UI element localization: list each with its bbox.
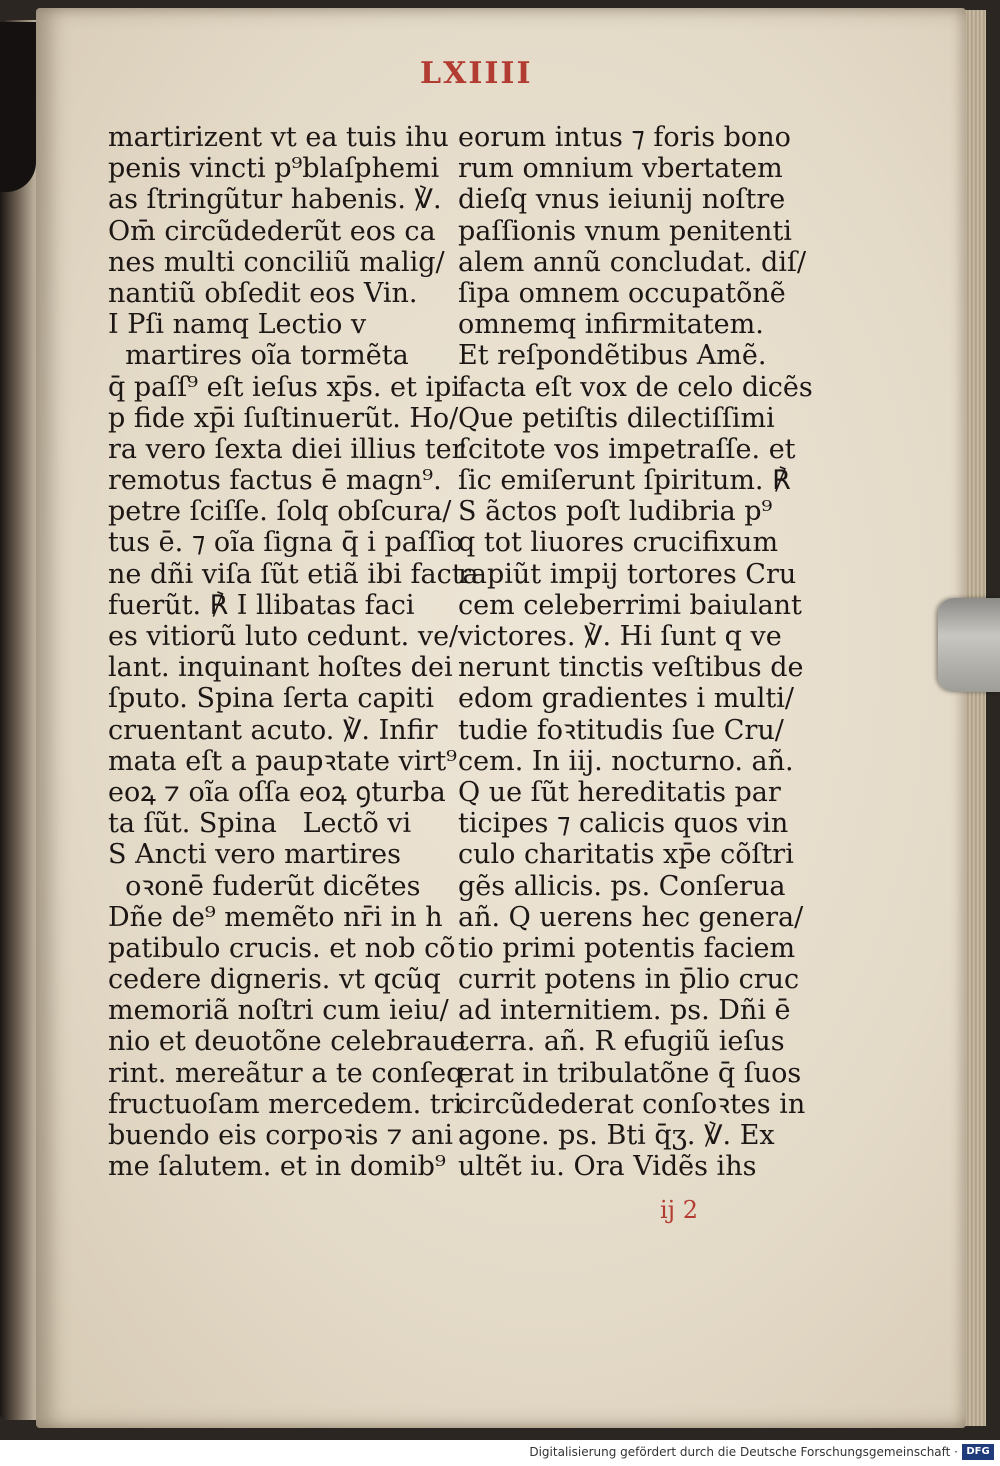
footer-credit: Digitalisierung gefördert durch die Deutsche Forschungsgemeinschaft · <box>529 1445 958 1459</box>
text-line: tudie foꝛtitudis ſue Cru/ <box>458 714 784 746</box>
text-line: omnemq infirmitatem. <box>458 309 764 341</box>
clasp <box>938 598 1000 692</box>
text-line: rint. mereãtur a te conſeq <box>108 1057 464 1089</box>
text-line: ſputo. Spina ſerta capiti <box>108 683 434 715</box>
text-line: nes multi conciliũ malig/ <box>108 246 445 278</box>
text-line: lant. inquinant hoſtes dei <box>108 652 453 684</box>
text-line: petre ſciſſe. ſolq obſcura/ <box>108 496 452 528</box>
text-line: cedere digneris. vt qcũq <box>108 964 441 996</box>
text-line: eorum intus ⁊ foris bono <box>458 122 791 153</box>
text-line: remotus factus ē magn⁹. <box>108 465 442 497</box>
text-line: ra vero ſexta diei illius ter <box>108 433 465 465</box>
text-line: gẽs allicis. ps. Conſerua <box>458 870 786 902</box>
text-line: ultẽt iu. Ora Vidẽs ihs <box>458 1151 757 1183</box>
text-line: Q ue ſũt hereditatis par <box>458 776 781 808</box>
text-line: ticipes ⁊ calicis quos vin <box>458 808 789 840</box>
text-line: paſſionis vnum penitenti <box>458 215 792 247</box>
text-line: ta ſũt. Spina Lectõ vi <box>108 808 412 840</box>
text-line: mata eſt a paupꝛtate virt⁹ <box>108 745 457 777</box>
right-text-column <box>458 122 813 1183</box>
text-line: es vitiorũ luto cedunt. ve/ <box>108 621 459 652</box>
text-line: fructuoſam mercedem. tri <box>108 1088 463 1120</box>
text-line: ne dñi viſa ſũt etiã ibi facta <box>108 558 479 590</box>
text-line: ſic emiſerunt ſpiritum. ℟ <box>458 465 791 497</box>
text-line: q̄ paſſ⁹ eſt ieſus xp̄s. et ipi <box>108 371 460 403</box>
text-line: nio et deuotõne celebraue <box>108 1026 466 1058</box>
text-line: erat in tribulatõne q̄ ſuos <box>458 1057 802 1089</box>
text-line: agone. ps. Bti q̄ʒ. ℣. Ex <box>458 1120 775 1151</box>
text-line: ſipa omnem occupatõnẽ <box>458 277 786 309</box>
text-line: dieſq vnus ieiunij noſtre <box>458 184 786 216</box>
text-line: I Pſi namq Lectio v <box>108 309 367 341</box>
text-line: martires oĩa tormẽta <box>108 340 409 372</box>
text-line: cruentant acuto. ℣. Infir <box>108 714 438 746</box>
text-line: nantiũ obſedit eos Vin. <box>108 277 418 309</box>
text-line: S Ancti vero martires <box>108 839 401 871</box>
text-line: Om̄ circũdederũt eos ca <box>108 215 436 247</box>
text-line: me ſalutem. et in domib⁹ <box>108 1151 446 1183</box>
binding-shadow <box>0 22 36 192</box>
text-line: oꝛonē fuderũt dicẽtes <box>108 870 421 902</box>
text-line: rapiũt impij tortores Cru <box>458 558 797 590</box>
text-line: fuerũt. ℟ I llibatas faci <box>108 589 415 621</box>
text-line: cem celeberrimi baiulant <box>458 589 802 621</box>
folio-number: LXIIII <box>420 56 533 91</box>
text-line: tio primi potentis faciem <box>458 932 796 964</box>
text-line: ad internitiem. ps. Dñi ē <box>458 995 791 1027</box>
text-line: martirizent vt ea tuis ihu <box>108 122 449 153</box>
text-line: circũdederat conſoꝛtes in <box>458 1088 806 1120</box>
text-line: tus ē. ⁊ oĩa ſigna q̄ i paſſio <box>108 527 463 559</box>
text-line: facta eſt vox de celo dicẽs <box>458 371 813 403</box>
text-line: edom gradientes i multi/ <box>458 683 794 715</box>
text-line: q tot liuores crucifixum <box>458 527 779 559</box>
text-line: culo charitatis xp̄e cõſtri <box>458 839 794 871</box>
text-line: alem annũ concludat. diſ/ <box>458 246 807 278</box>
text-line: Que petiſtis dilectiſſimi <box>458 402 775 434</box>
text-line: memoriã noſtri cum ieiu/ <box>108 995 449 1027</box>
text-line: cem. In iij. nocturno. añ. <box>458 745 794 777</box>
left-text-column <box>108 122 479 1183</box>
text-line: buendo eis corpoꝛis ⁊ ani <box>108 1120 454 1151</box>
text-line: terra. añ. R efugiũ ieſus <box>458 1026 785 1058</box>
text-line: añ. Q uerens hec genera/ <box>458 901 804 933</box>
text-line: currit potens in p̄lio cruc <box>458 964 800 996</box>
text-line: patibulo crucis. et nob cõ <box>108 932 456 964</box>
text-line: p fide xp̄i ſuſtinuerũt. Ho/ <box>108 402 459 434</box>
text-line: ſcitote vos impetraſſe. et <box>458 433 796 465</box>
footer-bar <box>0 1440 1000 1466</box>
text-line: rum omnium vbertatem <box>458 153 783 185</box>
signature-mark: ij 2 <box>660 1196 699 1224</box>
text-line: eoꝝ ⁊ oĩa oſſa eoꝝ ꝯturba <box>108 776 446 808</box>
dfg-logo[interactable]: DFG <box>962 1444 994 1460</box>
text-line: victores. ℣. Hi ſunt q ve <box>458 621 782 652</box>
text-line: Et reſpondẽtibus Amẽ. <box>458 340 767 372</box>
text-line: as ſtringũtur habenis. ℣. <box>108 184 442 216</box>
text-line: Dñe de⁹ memẽto nr̄i in h <box>108 901 443 933</box>
text-line: penis vincti p⁹blaſphemi <box>108 153 440 185</box>
text-line: nerunt tinctis veſtibus de <box>458 652 804 684</box>
text-line: S ãctos poſt ludibria p⁹ <box>458 496 773 528</box>
